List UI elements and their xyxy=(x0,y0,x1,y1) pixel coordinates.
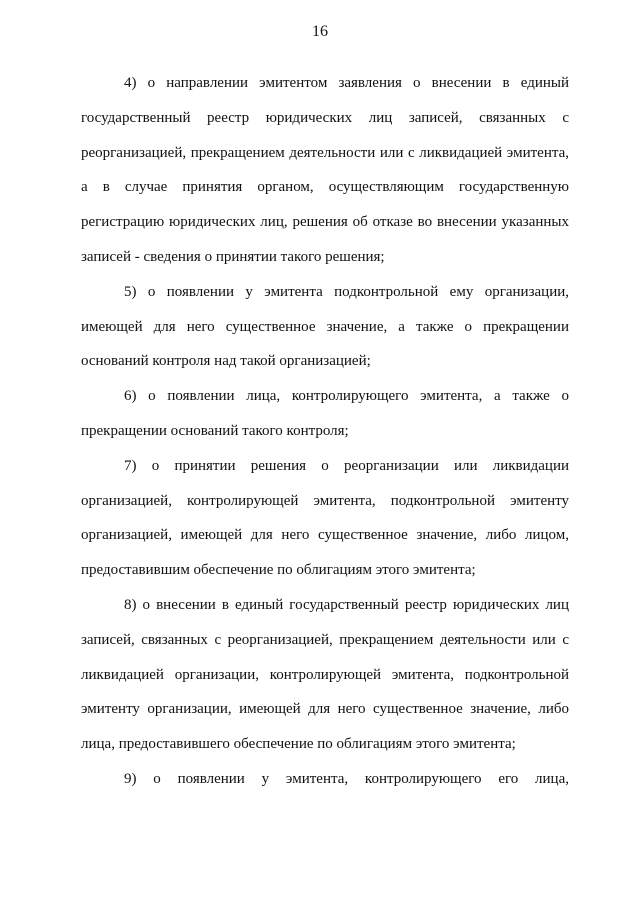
paragraph-item-5: 5) о появлении у эмитента подконтрольной ему организации, имеющей для него существенное значение, а также о прекращении оснований контроля над такой организацией; xyxy=(81,283,569,370)
paragraph-item-7: 7) о принятии решения о реорганизации или ликвидации организацией, контролирующей эмитента, подконтрольной эмитенту организацией, имеющей для него существенное значение, либо лицом, предоставившим обеспечение по облигациям этого эмитента; xyxy=(81,457,569,579)
paragraph-item-9: 9) о появлении у эмитента, контролирующего его лица, xyxy=(124,770,569,787)
document-body xyxy=(81,66,569,797)
page-number: 16 xyxy=(312,23,328,40)
paragraph-item-8: 8) о внесении в единый государственный реестр юридических лиц записей, связанных с реорганизацией, прекращением деятельности или с ликвидацией организации, контролирующей эмитента, подконтрольной эмитенту организации, имеющей для него существенное значение, либо лица, предоставившего обеспечение по облигациям этого эмитента; xyxy=(81,596,569,753)
paragraph-item-6: 6) о появлении лица, контролирующего эмитента, а также о прекращении оснований такого контроля; xyxy=(81,388,569,439)
paragraph-item-4: 4) о направлении эмитентом заявления о внесении в единый государственный реестр юридических лиц записей, связанных с реорганизацией, прекращением деятельности или с ликвидацией эмитента, а в случае принятия органом, осуществляющим государственную регистрацию юридических лиц, решения об отказе во внесении указанных записей - сведения о принятии такого решения; xyxy=(81,75,569,265)
